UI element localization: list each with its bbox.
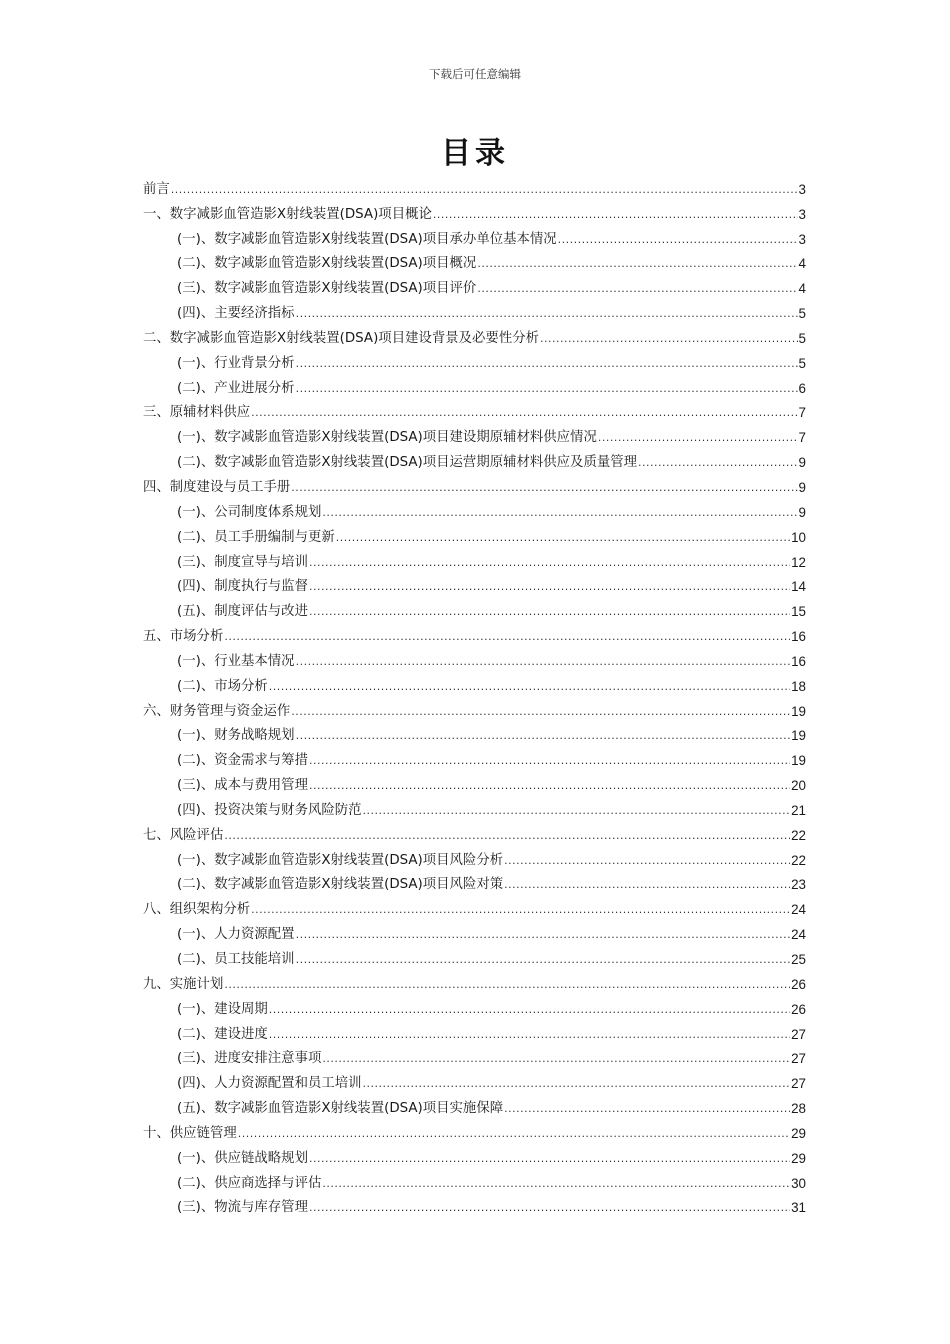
toc-entry-label: 五、市场分析 <box>143 629 224 645</box>
dot-leader <box>598 429 798 447</box>
toc-entry-page-number: 24 <box>791 902 806 918</box>
toc-entry-label: (四)、主要经济指标 <box>177 306 295 322</box>
toc-entry-page-number: 22 <box>791 852 806 868</box>
toc-entry[interactable] <box>143 249 806 274</box>
dot-leader <box>309 1150 790 1168</box>
toc-entry[interactable] <box>143 795 806 820</box>
toc-entry[interactable] <box>143 1143 806 1168</box>
toc-entry-label: 六、财务管理与资金运作 <box>143 703 291 719</box>
dot-leader <box>269 678 790 696</box>
toc-entry-page-number: 27 <box>791 1026 806 1042</box>
toc-entry-label: (一)、供应链战略规划 <box>177 1150 308 1166</box>
toc-entry[interactable] <box>143 273 806 298</box>
toc-entry[interactable] <box>143 721 806 746</box>
toc-entry-label: (四)、投资决策与财务风险防范 <box>177 802 362 818</box>
toc-entry-page-number: 7 <box>798 430 806 446</box>
toc-entry-page-number: 21 <box>791 802 806 818</box>
toc-entry[interactable] <box>143 969 806 994</box>
toc-entry-label: (四)、制度执行与监督 <box>177 579 308 595</box>
toc-entry-label: (一)、人力资源配置 <box>177 927 295 943</box>
dot-leader <box>433 206 798 224</box>
toc-entry-page-number: 31 <box>791 1200 806 1216</box>
toc-entry[interactable] <box>143 373 806 398</box>
toc-entry[interactable] <box>143 572 806 597</box>
toc-entry[interactable] <box>143 671 806 696</box>
toc-entry[interactable] <box>143 174 806 199</box>
toc-entry-label: 十、供应链管理 <box>143 1125 237 1141</box>
toc-entry-label: (一)、建设周期 <box>177 1001 268 1017</box>
toc-entry-label: (三)、进度安排注意事项 <box>177 1051 322 1067</box>
toc-entry[interactable] <box>143 422 806 447</box>
toc-entry[interactable] <box>143 696 806 721</box>
toc-entry-label: (五)、制度评估与改进 <box>177 604 308 620</box>
toc-entry-page-number: 15 <box>791 604 806 620</box>
toc-entry-page-number: 20 <box>791 778 806 794</box>
toc-entry-page-number: 10 <box>791 529 806 545</box>
dot-leader <box>238 1125 790 1143</box>
toc-entry-label: (五)、数字减影血管造影X射线装置(DSA)项目实施保障 <box>177 1101 504 1117</box>
dot-leader <box>504 852 790 870</box>
dot-leader <box>291 479 797 497</box>
dot-leader <box>322 1175 790 1193</box>
toc-entry[interactable] <box>143 398 806 423</box>
toc-entry-page-number: 30 <box>791 1175 806 1191</box>
toc-entry[interactable] <box>143 1019 806 1044</box>
dot-leader <box>251 901 790 919</box>
dot-leader <box>477 280 797 298</box>
toc-entry-page-number: 7 <box>798 405 806 421</box>
toc-entry[interactable] <box>143 348 806 373</box>
toc-entry-page-number: 27 <box>791 1076 806 1092</box>
dot-leader <box>309 603 790 621</box>
toc-entry[interactable] <box>143 1093 806 1118</box>
dot-leader <box>504 876 790 894</box>
toc-entry-page-number: 19 <box>791 753 806 769</box>
toc-entry[interactable] <box>143 621 806 646</box>
toc-entry-label: 前言 <box>143 181 170 197</box>
toc-title: 目录 <box>441 136 509 171</box>
toc-entry-label: (四)、人力资源配置和员工培训 <box>177 1076 362 1092</box>
toc-entry[interactable] <box>143 224 806 249</box>
toc-entry-label: (二)、市场分析 <box>177 678 268 694</box>
dot-leader <box>540 330 798 348</box>
dot-leader <box>269 1001 790 1019</box>
toc-entry-label: (二)、员工手册编制与更新 <box>177 529 335 545</box>
toc-entry-label: 三、原辅材料供应 <box>143 405 251 421</box>
toc-entry[interactable] <box>143 646 806 671</box>
dot-leader <box>296 926 791 944</box>
toc-entry-page-number: 5 <box>798 306 806 322</box>
toc-entry-page-number: 9 <box>798 455 806 471</box>
toc-entry-page-number: 29 <box>791 1150 806 1166</box>
toc-entry-label: (三)、数字减影血管造影X射线装置(DSA)项目评价 <box>177 281 477 297</box>
toc-entry-page-number: 22 <box>791 827 806 843</box>
toc-entry[interactable] <box>143 323 806 348</box>
toc-entry[interactable] <box>143 199 806 224</box>
dot-leader <box>296 380 798 398</box>
toc-entry-page-number: 23 <box>791 877 806 893</box>
toc-entry-label: (二)、数字减影血管造影X射线装置(DSA)项目运营期原辅材料供应及质量管理 <box>177 455 638 471</box>
toc-entry[interactable] <box>143 919 806 944</box>
toc-entry-page-number: 9 <box>798 479 806 495</box>
toc-entry-label: (二)、数字减影血管造影X射线装置(DSA)项目概况 <box>177 256 477 272</box>
toc-entry[interactable] <box>143 1068 806 1093</box>
toc-entry[interactable] <box>143 944 806 969</box>
dot-leader <box>309 1199 790 1217</box>
toc-entry[interactable] <box>143 845 806 870</box>
toc-entry-page-number: 4 <box>798 256 806 272</box>
dot-leader <box>309 777 790 795</box>
dot-leader <box>363 1075 791 1093</box>
toc-entry-page-number: 29 <box>791 1125 806 1141</box>
toc-entry[interactable] <box>143 1168 806 1193</box>
toc-entry-page-number: 3 <box>798 206 806 222</box>
toc-entry-label: (二)、产业进展分析 <box>177 380 295 396</box>
toc-entry[interactable] <box>143 870 806 895</box>
toc-entry-page-number: 26 <box>791 1001 806 1017</box>
toc-entry[interactable] <box>143 820 806 845</box>
toc-entry-page-number: 14 <box>791 579 806 595</box>
dot-leader <box>336 529 790 547</box>
dot-leader <box>224 628 790 646</box>
toc-entry-label: 九、实施计划 <box>143 976 224 992</box>
toc-entry-page-number: 18 <box>791 678 806 694</box>
toc-entry-label: (三)、制度宣导与培训 <box>177 554 308 570</box>
toc-entry-page-number: 24 <box>791 927 806 943</box>
dot-leader <box>504 1100 790 1118</box>
toc-entry[interactable] <box>143 1118 806 1143</box>
toc-entry-label: (一)、财务战略规划 <box>177 728 295 744</box>
dot-leader <box>171 181 798 199</box>
header-note: 下载后可任意编辑 <box>429 67 521 81</box>
toc-entry[interactable] <box>143 497 806 522</box>
toc-entry-page-number: 5 <box>798 330 806 346</box>
dot-leader <box>291 703 790 721</box>
dot-leader <box>296 305 798 323</box>
dot-leader <box>309 554 790 572</box>
toc-entry-label: (一)、数字减影血管造影X射线装置(DSA)项目承办单位基本情况 <box>177 231 557 247</box>
toc-entry-label: (二)、数字减影血管造影X射线装置(DSA)项目风险对策 <box>177 877 504 893</box>
dot-leader <box>296 951 791 969</box>
toc-entry-label: (二)、建设进度 <box>177 1026 268 1042</box>
toc-entry[interactable] <box>143 745 806 770</box>
toc-entry-label: (二)、资金需求与筹措 <box>177 753 308 769</box>
dot-leader <box>322 1050 790 1068</box>
table-of-contents <box>143 174 806 1217</box>
dot-leader <box>224 976 790 994</box>
toc-entry-label: (一)、数字减影血管造影X射线装置(DSA)项目风险分析 <box>177 852 504 868</box>
toc-entry-page-number: 3 <box>798 231 806 247</box>
toc-entry-label: 一、数字减影血管造影X射线装置(DSA)项目概论 <box>143 206 432 222</box>
toc-entry[interactable] <box>143 994 806 1019</box>
toc-entry-label: (三)、物流与库存管理 <box>177 1200 308 1216</box>
toc-entry-page-number: 28 <box>791 1101 806 1117</box>
toc-entry-label: (一)、数字减影血管造影X射线装置(DSA)项目建设期原辅材料供应情况 <box>177 430 597 446</box>
toc-entry-page-number: 5 <box>798 355 806 371</box>
toc-entry-label: (一)、行业基本情况 <box>177 653 295 669</box>
toc-entry-label: (一)、公司制度体系规划 <box>177 504 322 520</box>
toc-entry-label: 七、风险评估 <box>143 827 224 843</box>
dot-leader <box>269 1026 790 1044</box>
dot-leader <box>638 454 798 472</box>
toc-entry[interactable] <box>143 547 806 572</box>
dot-leader <box>322 504 797 522</box>
toc-entry-page-number: 16 <box>791 653 806 669</box>
toc-entry-label: 八、组织架构分析 <box>143 902 251 918</box>
toc-entry[interactable] <box>143 447 806 472</box>
toc-entry-page-number: 12 <box>791 554 806 570</box>
toc-entry-label: 二、数字减影血管造影X射线装置(DSA)项目建设背景及必要性分析 <box>143 330 539 346</box>
dot-leader <box>296 355 798 373</box>
dot-leader <box>224 827 790 845</box>
toc-entry-page-number: 9 <box>798 504 806 520</box>
toc-entry-page-number: 27 <box>791 1051 806 1067</box>
dot-leader <box>363 802 791 820</box>
dot-leader <box>296 727 791 745</box>
toc-entry[interactable] <box>143 298 806 323</box>
toc-entry[interactable] <box>143 894 806 919</box>
dot-leader <box>558 231 798 249</box>
dot-leader <box>477 255 797 273</box>
dot-leader <box>296 653 791 671</box>
toc-entry-page-number: 26 <box>791 976 806 992</box>
toc-entry-label: (三)、成本与费用管理 <box>177 778 308 794</box>
toc-entry-page-number: 25 <box>791 952 806 967</box>
toc-entry-label: (二)、供应商选择与评估 <box>177 1175 322 1191</box>
toc-entry[interactable] <box>143 1044 806 1069</box>
toc-entry-page-number: 16 <box>791 629 806 645</box>
toc-entry[interactable] <box>143 770 806 795</box>
dot-leader <box>309 752 790 770</box>
toc-entry[interactable] <box>143 1193 806 1218</box>
toc-entry[interactable] <box>143 522 806 547</box>
toc-entry-page-number: 6 <box>798 380 806 396</box>
toc-entry-label: (二)、员工技能培训 <box>177 952 295 967</box>
dot-leader <box>251 404 797 422</box>
toc-entry-page-number: 19 <box>791 728 806 744</box>
toc-entry-page-number: 3 <box>798 181 806 197</box>
toc-entry[interactable] <box>143 596 806 621</box>
toc-entry-label: (一)、行业背景分析 <box>177 355 295 371</box>
toc-entry[interactable] <box>143 472 806 497</box>
dot-leader <box>309 578 790 596</box>
toc-entry-page-number: 19 <box>791 703 806 719</box>
toc-entry-label: 四、制度建设与员工手册 <box>143 479 291 495</box>
toc-entry-page-number: 4 <box>798 281 806 297</box>
